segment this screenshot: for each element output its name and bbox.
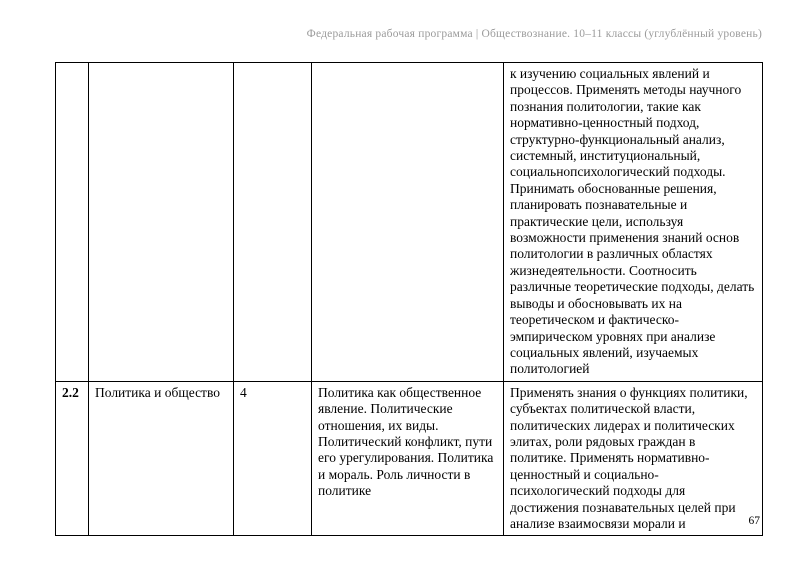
- cell-outcomes: Применять знания о функциях политики, субъектах политической власти, политических лидерах и политических элитах, роли рядовых граждан в политике. Применять нормативно-ценностный и социально-психологический подходы для достижения познавательных целей при анализе взаимосвязи морали и: [504, 381, 763, 536]
- table-row-continuation: [56, 63, 763, 382]
- cell-topic: [89, 63, 234, 382]
- running-header: Федеральная рабочая программа | Обществознание. 10–11 классы (углублённый уровень): [306, 28, 762, 40]
- cell-hours: 4: [234, 381, 312, 536]
- cell-number: [56, 63, 89, 382]
- program-table: [55, 62, 763, 536]
- cell-content: [312, 63, 504, 382]
- cell-content: Политика как общественное явление. Политические отношения, их виды. Политический конфликт, пути его урегулирования. Политика и мораль. Роль личности в политике: [312, 381, 504, 536]
- cell-topic: Политика и общество: [89, 381, 234, 536]
- page-number: 67: [748, 515, 760, 527]
- cell-number: 2.2: [56, 381, 89, 536]
- cell-hours: [234, 63, 312, 382]
- table-row: [56, 381, 763, 536]
- cell-outcomes: к изучению социальных явлений и процессов. Применять методы научного познания политологии, такие как нормативно-ценностный подход, структурно-функциональный анализ, системный, институциональный, социальнопсихологический подходы. Принимать обоснованные решения, планировать познавательные и практические цели, используя возможности применения знаний основ политологии в различных областях жизнедеятельности. Соотносить различные теоретические подходы, делать выводы и обосновывать их на теоретическом и фактическо-эмпирическом уровнях при анализе социальных явлений, изучаемых политологией: [504, 63, 763, 382]
